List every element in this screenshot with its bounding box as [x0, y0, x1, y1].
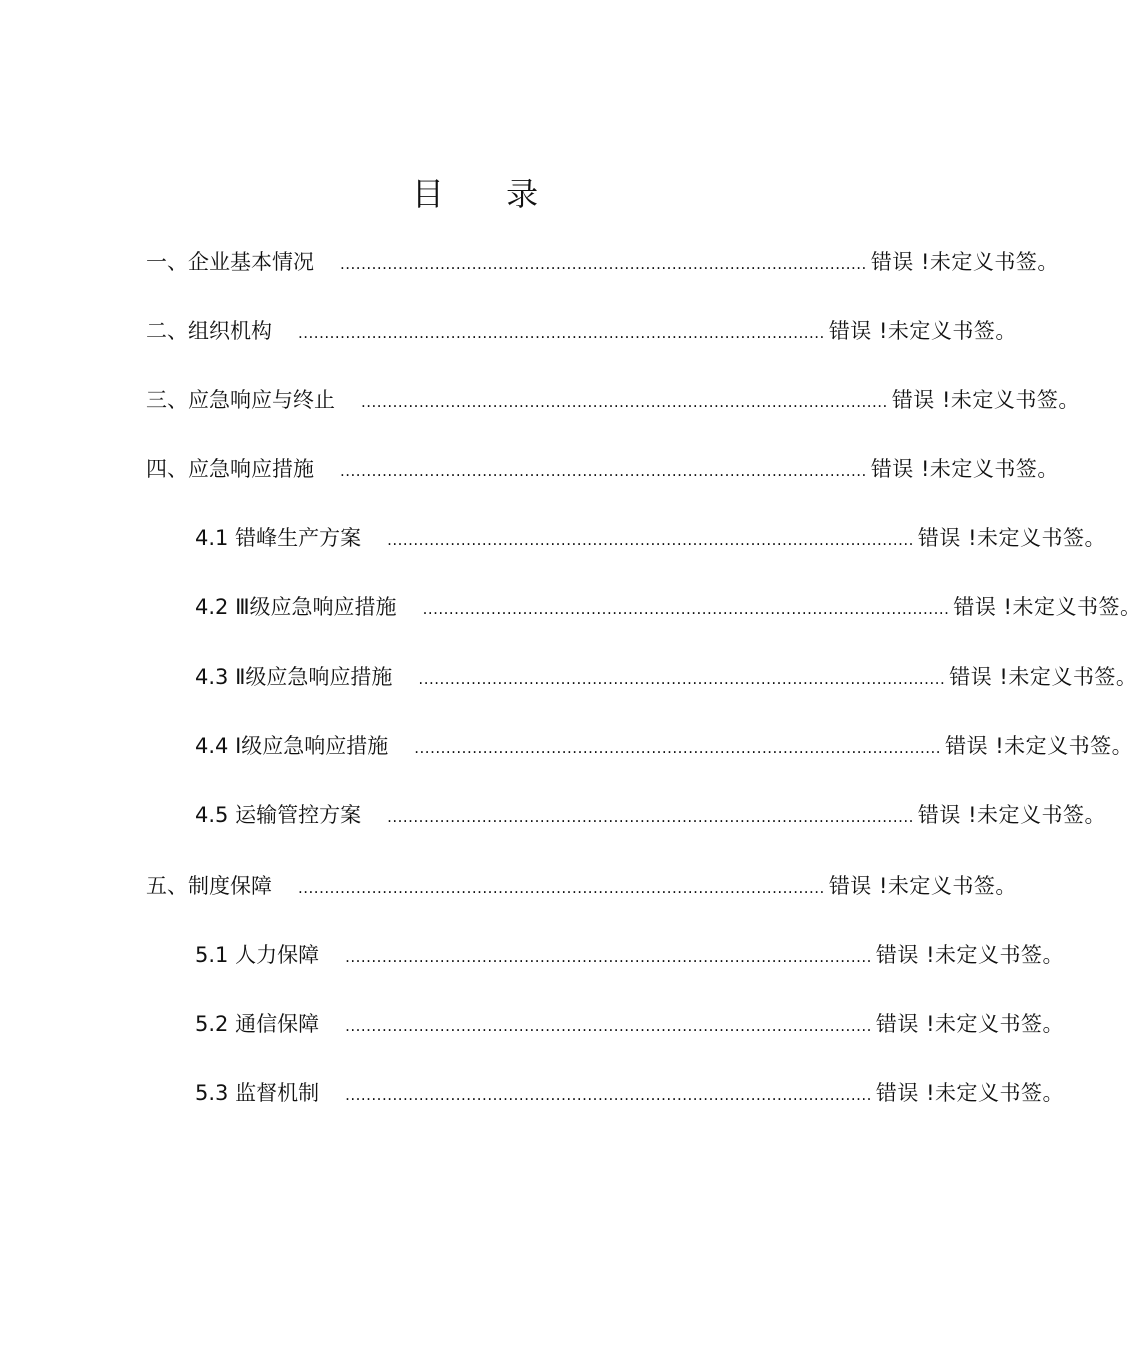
toc-leader-dots: .................................................................................................... [345, 1086, 872, 1104]
toc-page-ref: 错误 !未定义书签。 [917, 803, 1106, 827]
toc-leader-dots: .................................................................................................... [340, 462, 867, 480]
toc-entry-label: 一、企业基本情况 [146, 250, 314, 274]
toc-entry-5-2[interactable] [195, 1007, 1064, 1041]
toc-page-ref: 错误 !未定义书签。 [891, 388, 1080, 412]
toc-page-ref: 错误 !未定义书签。 [875, 1012, 1064, 1036]
toc-entry-label: 四、应急响应措施 [146, 457, 314, 481]
toc-entry-4-2[interactable] [195, 590, 1141, 624]
toc-page-ref: 错误 !未定义书签。 [917, 526, 1106, 550]
toc-entry-label: 4.5 运输管控方案 [195, 803, 362, 827]
toc-page-ref: 错误 !未定义书签。 [870, 250, 1059, 274]
toc-entry-2[interactable] [146, 314, 1017, 348]
toc-leader-dots: .................................................................................................... [414, 739, 942, 757]
toc-entry-label: 三、应急响应与终止 [146, 388, 335, 412]
toc-leader-dots: .................................................................................................... [345, 948, 872, 966]
toc-title: 目 录 [411, 175, 565, 213]
toc-entry-4-1[interactable] [195, 521, 1106, 555]
toc-leader-dots: .................................................................................................... [340, 255, 867, 273]
toc-page-ref: 错误 !未定义书签。 [949, 665, 1138, 689]
toc-entry-1[interactable] [146, 245, 1059, 279]
toc-entry-label: 5.3 监督机制 [195, 1081, 320, 1105]
toc-leader-dots: .................................................................................................... [345, 1017, 872, 1035]
toc-entry-5-3[interactable] [195, 1076, 1064, 1110]
toc-leader-dots: .................................................................................................... [418, 670, 946, 688]
toc-entry-4-3[interactable] [195, 660, 1138, 694]
toc-entry-5-1[interactable] [195, 938, 1064, 972]
toc-entry-3[interactable] [146, 383, 1080, 417]
toc-page-ref: 错误 !未定义书签。 [875, 1081, 1064, 1105]
toc-entry-5[interactable] [146, 869, 1017, 903]
toc-page-ref: 错误 !未定义书签。 [953, 595, 1141, 619]
toc-entry-label: 5.2 通信保障 [195, 1012, 320, 1036]
toc-entry-label: 五、制度保障 [146, 874, 272, 898]
toc-page-ref: 错误 !未定义书签。 [870, 457, 1059, 481]
toc-leader-dots: .................................................................................................... [298, 324, 825, 342]
toc-leader-dots: .................................................................................................... [387, 531, 914, 549]
toc-page-ref: 错误 !未定义书签。 [828, 319, 1017, 343]
toc-entry-label: 4.3 Ⅱ级应急响应措施 [195, 665, 393, 689]
toc-entry-4-4[interactable] [195, 729, 1134, 763]
toc-page-ref: 错误 !未定义书签。 [945, 734, 1134, 758]
toc-entry-4[interactable] [146, 452, 1059, 486]
toc-leader-dots: .................................................................................................... [387, 808, 914, 826]
toc-entry-label: 4.1 错峰生产方案 [195, 526, 362, 550]
toc-leader-dots: .................................................................................................... [298, 879, 825, 897]
toc-entry-label: 二、组织机构 [146, 319, 272, 343]
toc-leader-dots: .................................................................................................... [361, 393, 888, 411]
toc-entry-label: 4.2 Ⅲ级应急响应措施 [195, 595, 397, 619]
toc-entry-4-5[interactable] [195, 798, 1106, 832]
toc-page-ref: 错误 !未定义书签。 [875, 943, 1064, 967]
toc-leader-dots: .................................................................................................... [422, 600, 950, 618]
toc-page-ref: 错误 !未定义书签。 [828, 874, 1017, 898]
toc-entry-label: 4.4 Ⅰ级应急响应措施 [195, 734, 389, 758]
toc-entry-label: 5.1 人力保障 [195, 943, 320, 967]
